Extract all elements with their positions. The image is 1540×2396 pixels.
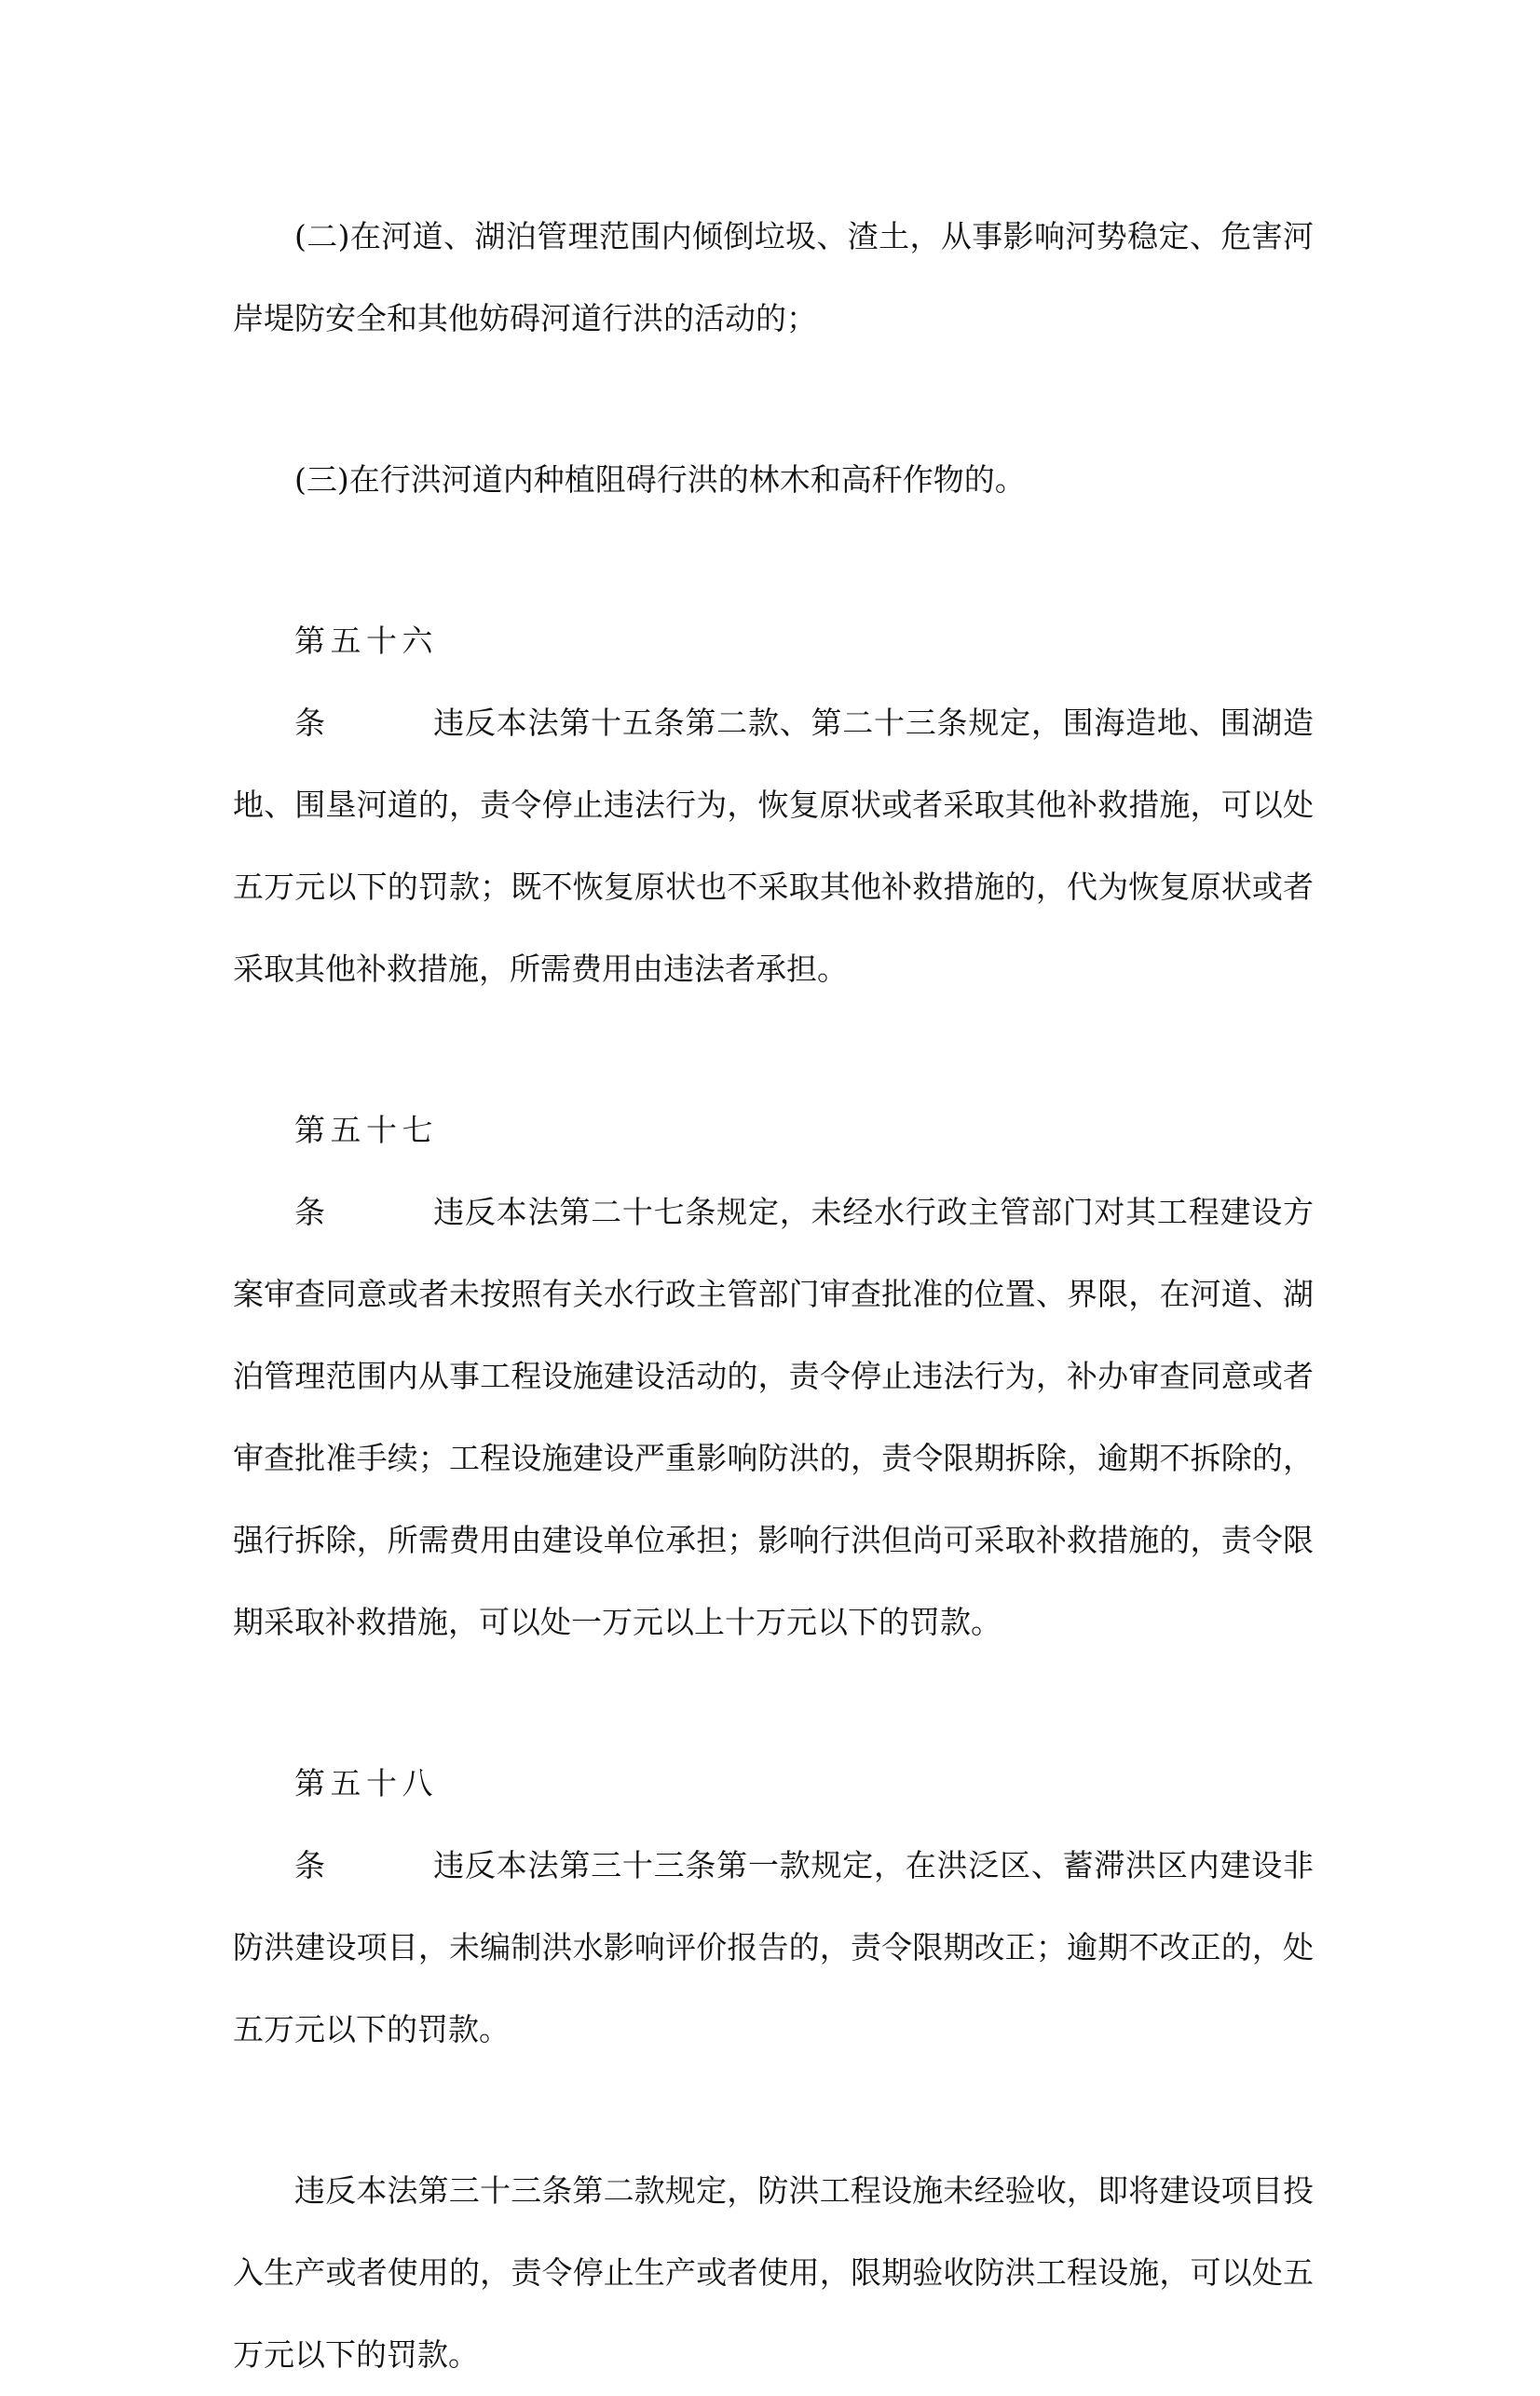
article-heading: 第五十七条	[294, 1112, 433, 1230]
article-57	[233, 1089, 1314, 1664]
article-text: 违反本法第十五条第二款、第二十三条规定，围海造地、围湖造地、围垦河道的，责令停止违法行为，恢复原状或者采取其他补救措施，可以处五万元以下的罚款；既不恢复原状也不采取其他补救措施的，代为恢复原状或者采取其他补救措施，所需费用由违法者承担。	[233, 705, 1314, 987]
article-text: 违反本法第二十七条规定，未经水行政主管部门对其工程建设方案审查同意或者未按照有关水行政主管部门审查批准的位置、界限，在河道、湖泊管理范围内从事工程设施建设活动的，责令停止违法行为，补办审查同意或者审查批准手续；工程设施建设严重影响防洪的，责令限期拆除，逾期不拆除的，强行拆除，所需费用由建设单位承担；影响行洪但尚可采取补救措施的，责令限期采取补救措施，可以处一万元以上十万元以下的罚款。	[233, 1194, 1314, 1640]
paragraph-text: 违反本法第三十三条第二款规定，防洪工程设施未经验收，即将建设项目投入生产或者使用的，责令停止生产或者使用，限期验收防洪工程设施，可以处五万元以下的罚款。	[233, 2172, 1314, 2373]
paragraph-text: (二)在河道、湖泊管理范围内倾倒垃圾、渣土，从事影响河势稳定、危害河岸堤防安全和其他妨碍河道行洪的活动的；	[233, 218, 1314, 336]
paragraph-text: (三)在行洪河道内种植阻碍行洪的林木和高秆作物的。	[294, 461, 1026, 498]
article-heading: 第五十八条	[294, 1765, 433, 1883]
paragraph-item-3	[233, 439, 1314, 521]
article-58-paragraph-2	[233, 2150, 1314, 2396]
paragraph-item-2	[233, 196, 1314, 360]
article-heading: 第五十六条	[294, 623, 433, 741]
article-text: 违反本法第三十三条第一款规定，在洪泛区、蓄滞洪区内建设非防洪建设项目，未编制洪水影响评价报告的，责令限期改正；逾期不改正的，处五万元以下的罚款。	[233, 1847, 1314, 2047]
document-page	[233, 196, 1314, 2396]
article-58	[233, 1743, 1314, 2071]
article-56	[233, 600, 1314, 1010]
